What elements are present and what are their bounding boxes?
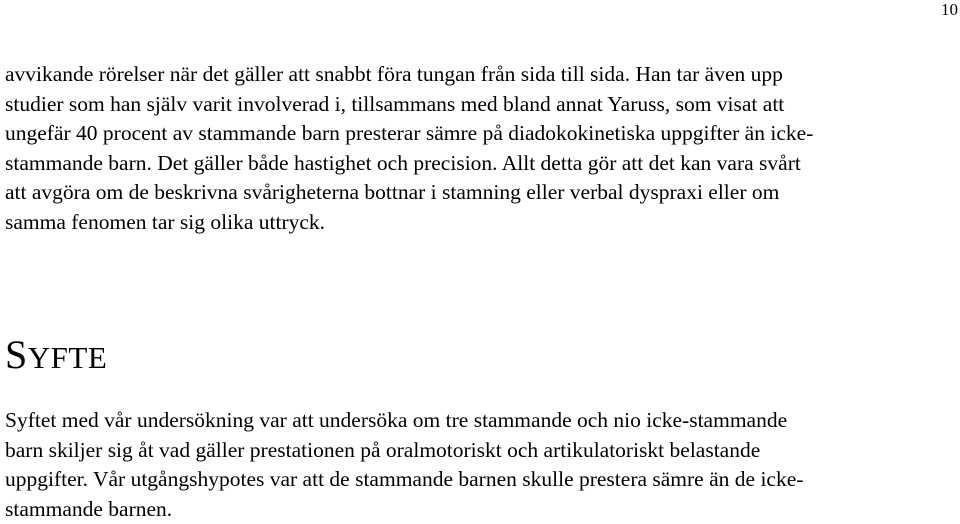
text-line: att avgöra om de beskrivna svårigheterna bottnar i stamning eller verbal dyspraxi eller om — [5, 180, 780, 205]
section-heading-syfte — [5, 331, 107, 382]
text-line: uppgifter. Vår utgångshypotes var att de stammande barnen skulle prestera sämre än de icke- — [5, 467, 804, 492]
text-line: stammande barn. Det gäller både hastighet och precision. Allt detta gör att det kan vara svårt — [5, 150, 801, 175]
text-line: samma fenomen tar sig olika uttryck. — [5, 209, 326, 234]
text-line: barn skiljer sig åt vad gäller prestationen på oralmotoriskt och artikulatoriskt belastande — [5, 437, 761, 462]
text-line: Syftet med vår undersökning var att undersöka om tre stammande och nio icke-stammande — [5, 408, 788, 432]
heading-initial: S — [5, 332, 28, 377]
paragraph-background — [5, 60, 960, 238]
text-line: stammande barnen. — [5, 496, 173, 521]
text-line: ungefär 40 procent av stammande barn presterar sämre på diadokokinetiska uppgifter än icke- — [5, 121, 814, 146]
text-line: studier som han själv varit involverad i, tillsammans med bland annat Yaruss, som visat att — [5, 91, 785, 116]
heading-rest: YFTE — [27, 340, 108, 375]
page-number: 10 — [941, 0, 958, 19]
text-line: avvikande rörelser när det gäller att snabbt föra tungan från sida till sida. Han tar även upp — [5, 62, 783, 86]
paragraph-purpose — [5, 406, 960, 524]
